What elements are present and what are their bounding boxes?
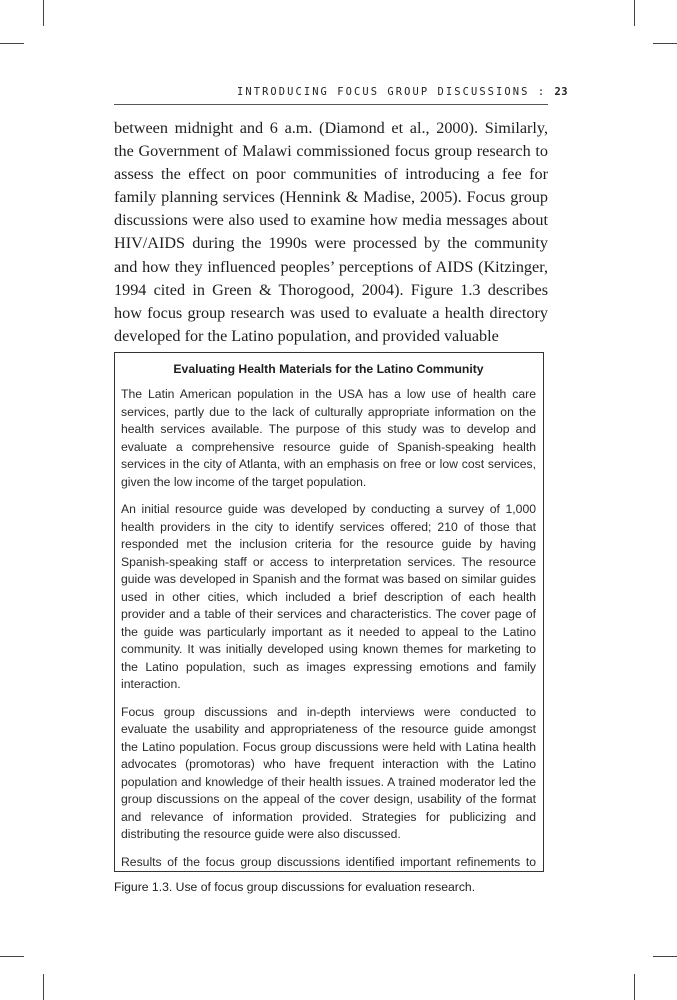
figure-caption — [114, 880, 548, 894]
figure-box-paragraph: Focus group discussions and in-depth interviews were conducted to evaluate the usability and appropriateness of the resource guide amongst the Latino population. Focus group discussions were held with Latina health advocates (promotoras) who have frequent interaction with the Latino population and knowledge of their health issues. A trained moderator led the group discussions on the appeal of the cover design, usability of the format and relevance of information provided. Strategies for publicizing and distributing the resource guide were also discussed. — [121, 704, 536, 841]
crop-mark — [634, 974, 635, 1000]
crop-mark — [634, 0, 635, 26]
body-paragraph: between midnight and 6 a.m. (Diamond et al., 2000). Similarly, the Government of Malawi commissioned focus group research to assess the effect on poor communities of introducing a fee for family planning services (Hennink & Madise, 2005). Focus group discussions were also used to examine how media messages about HIV/AIDS during the 1990s were processed by the community and how they influenced peoples’ perceptions of AIDS (Kitzinger, 1994 cited in Green & Thorogood, 2004). Figure 1.3 describes how focus group research was used to evaluate a health directory developed for the Latino population, and provided valuable — [114, 119, 548, 345]
crop-mark — [653, 43, 677, 44]
figure-box-paragraph: An initial resource guide was developed by conducting a survey of 1,000 health providers in the city to identify services offered; 210 of those that responded met the inclusion criteria for the resource guide by having Spanish-speaking staff or access to interpretation services. The resource guide was developed in Spanish and the format was based on similar guides used in other cities, which included a brief description of each health provider and a table of their services and characteristics. The cover page of the guide was particularly important as it needed to appeal to the Latino community. It was initially developed using known themes for marketing to the Latino population, such as images expressing emotions and family interaction. — [121, 502, 536, 691]
figure-box-paragraph: Results of the focus group discussions identified important refinements to — [121, 854, 536, 869]
figure-caption-label: Figure 1.3. — [114, 880, 173, 894]
figure-caption-text: Use of focus group discussions for evaluation research. — [175, 880, 476, 894]
crop-mark — [43, 0, 44, 26]
running-header — [237, 86, 569, 98]
crop-mark — [0, 956, 24, 957]
header-rule — [114, 104, 548, 105]
crop-mark — [0, 43, 24, 44]
figure-box-paragraph: The Latin American population in the USA has a low use of health care services, partly due to the lack of culturally appropriate information on the health services available. The purpose of this study was to develop and evaluate a comprehensive resource guide of Spanish-speaking health services in the city of Atlanta, with an emphasis on free or low cost services, given the low income of the target population. — [121, 387, 536, 489]
running-header-separator: : — [537, 86, 547, 98]
crop-mark — [653, 956, 677, 957]
page-number: 23 — [554, 86, 569, 98]
crop-mark — [43, 974, 44, 1000]
figure-box-title: Evaluating Health Materials for the Latino Community — [173, 362, 484, 376]
figure-box — [114, 352, 544, 872]
running-header-title: INTRODUCING FOCUS GROUP DISCUSSIONS — [237, 86, 530, 98]
